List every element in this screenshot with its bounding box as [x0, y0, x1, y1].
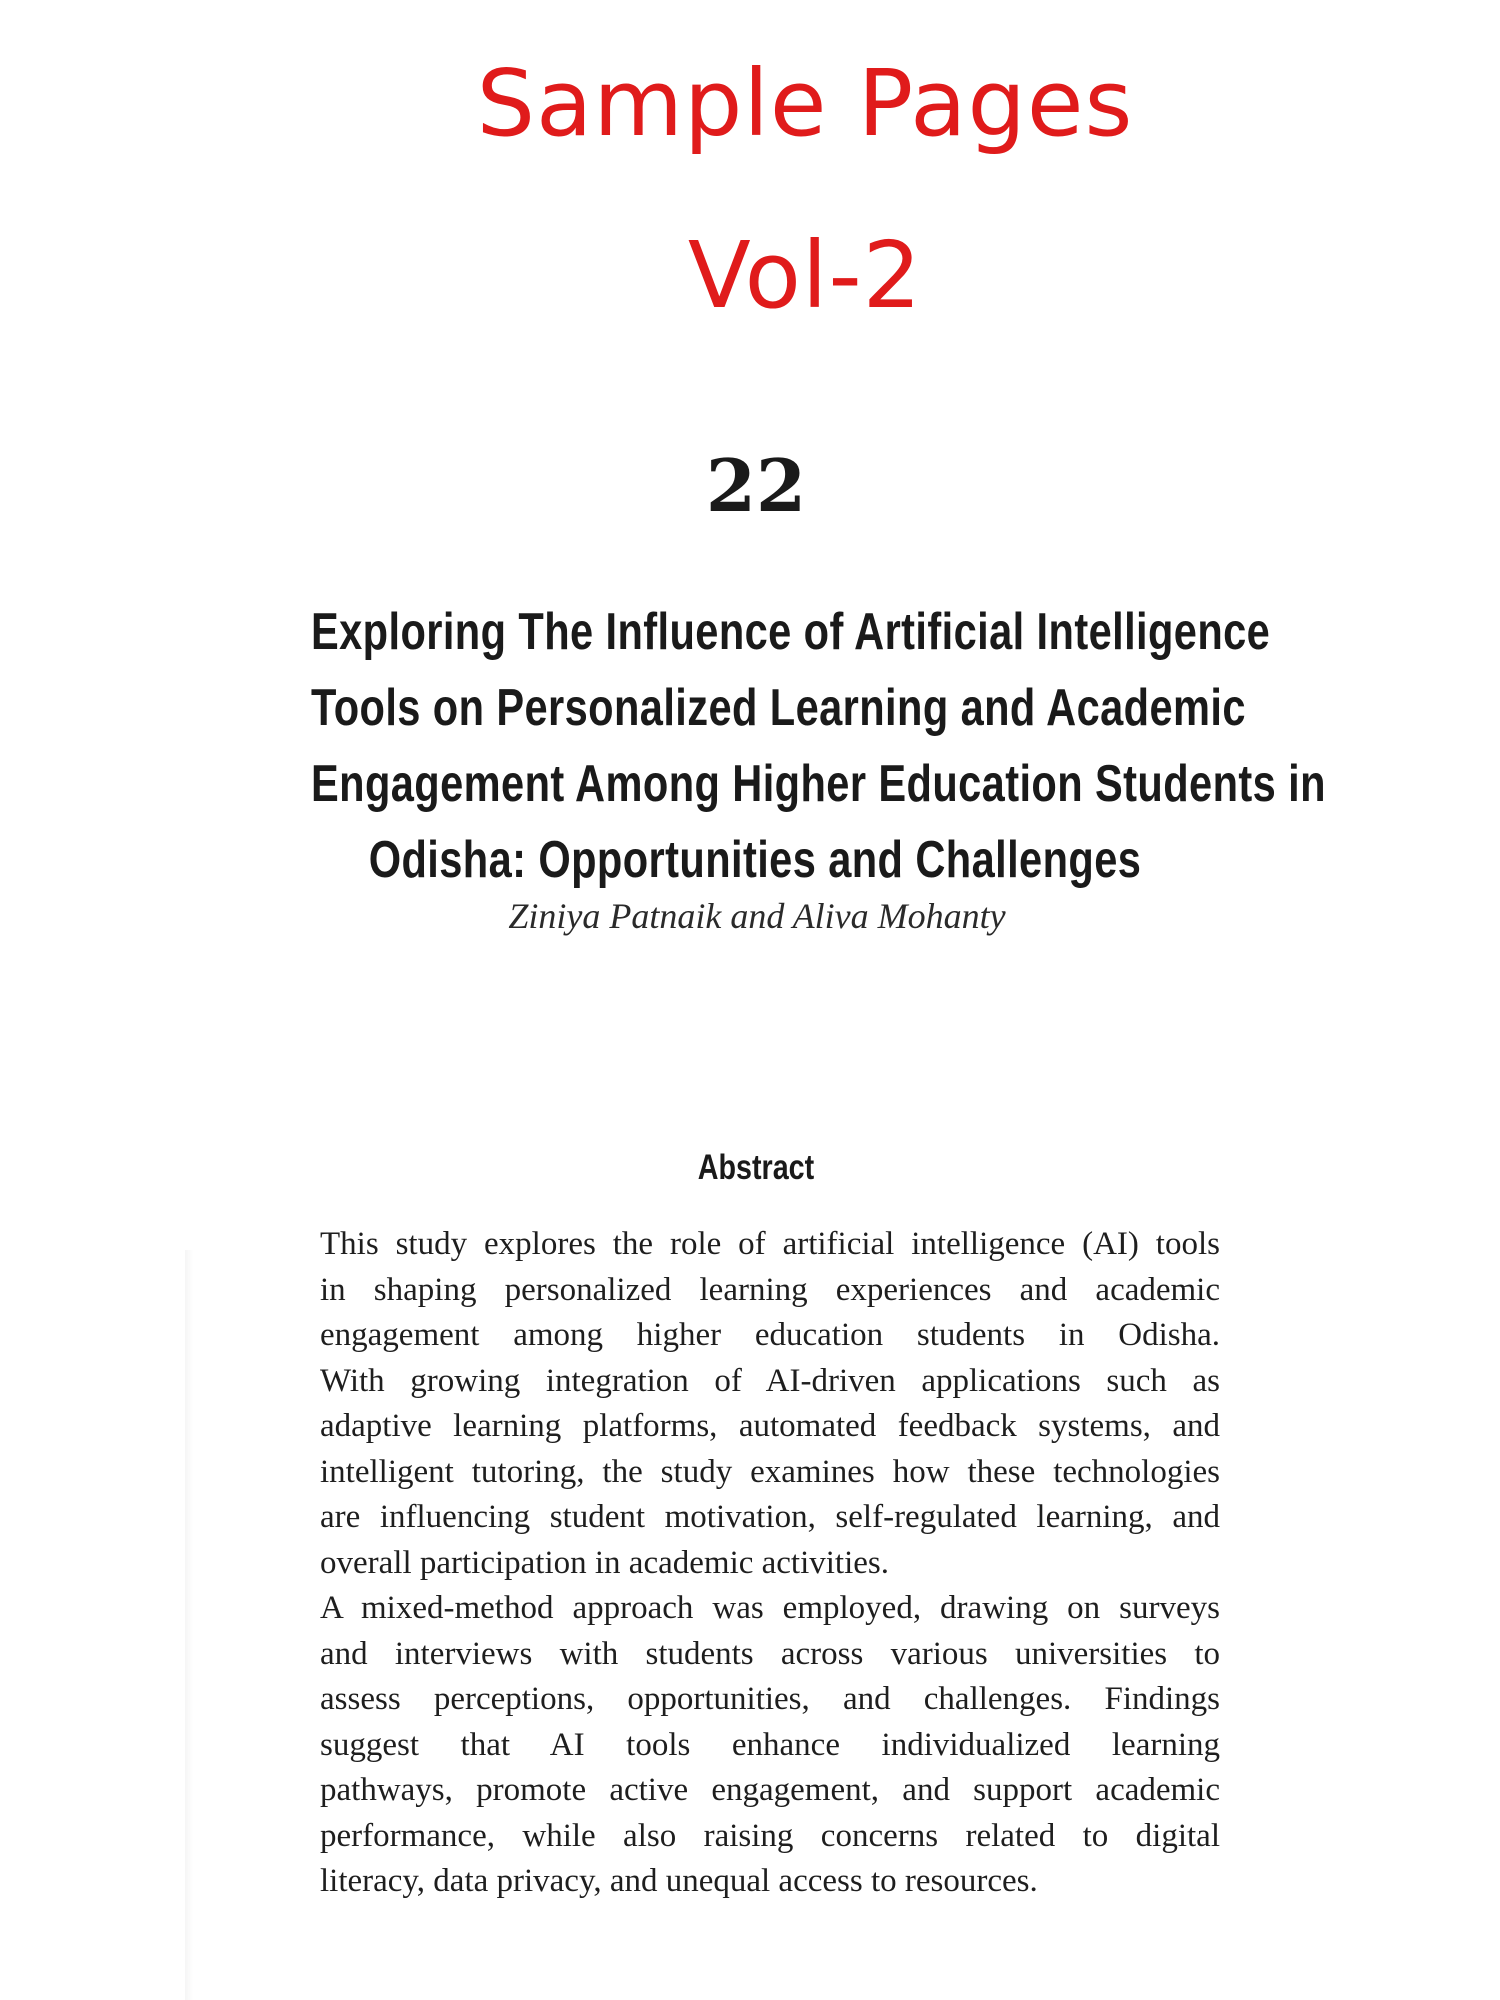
abstract-line: are influencing student motivation, self-regulated learning, and	[320, 1499, 1220, 1535]
abstract-heading-text: Abstract	[697, 1148, 815, 1187]
abstract-line: engagement among higher education students in Odisha.	[320, 1317, 1220, 1353]
chapter-title-line: Odisha: Opportunities and Challenges	[368, 831, 1142, 889]
abstract-line: intelligent tutoring, the study examines how these technologies	[320, 1453, 1220, 1490]
abstract-line: assess perceptions, opportunities, and challenges. Findings	[320, 1681, 1220, 1717]
abstract-body	[320, 1222, 1220, 1905]
abstract-line: in shaping personalized learning experiences and academic	[320, 1271, 1220, 1308]
abstract-line: This study explores the role of artificial intelligence (AI) tools	[320, 1226, 1220, 1262]
chapter-number: 22	[705, 443, 807, 528]
abstract-line: and interviews with students across various universities to	[320, 1635, 1220, 1672]
abstract-line: adaptive learning platforms, automated feedback systems, and	[320, 1408, 1220, 1444]
sample-pages-label: Sample Pages	[476, 50, 1134, 157]
abstract-line: performance, while also raising concerns related to digital	[320, 1817, 1220, 1854]
abstract-heading	[0, 1150, 1500, 1185]
chapter-title-line: Engagement Among Higher Education Students in	[311, 755, 1326, 813]
abstract-line: With growing integration of AI-driven applications such as	[320, 1362, 1220, 1399]
abstract-line: overall participation in academic activities.	[320, 1544, 890, 1581]
abstract-line: literacy, data privacy, and unequal access to resources.	[320, 1863, 1038, 1899]
abstract-line: A mixed-method approach was employed, drawing on surveys	[320, 1590, 1220, 1626]
abstract-line: pathways, promote active engagement, and support academic	[320, 1772, 1220, 1808]
abstract-line: suggest that AI tools enhance individualized learning	[320, 1726, 1220, 1763]
chapter-title-line: Exploring The Influence of Artificial Intelligence	[311, 603, 1271, 661]
chapter-authors: Ziniya Patnaik and Aliva Mohanty	[508, 896, 1006, 936]
chapter-title-line: Tools on Personalized Learning and Academic	[311, 679, 1246, 737]
scan-shadow	[185, 1250, 193, 2000]
volume-label: Vol-2	[687, 222, 923, 329]
chapter-title	[311, 594, 1326, 898]
